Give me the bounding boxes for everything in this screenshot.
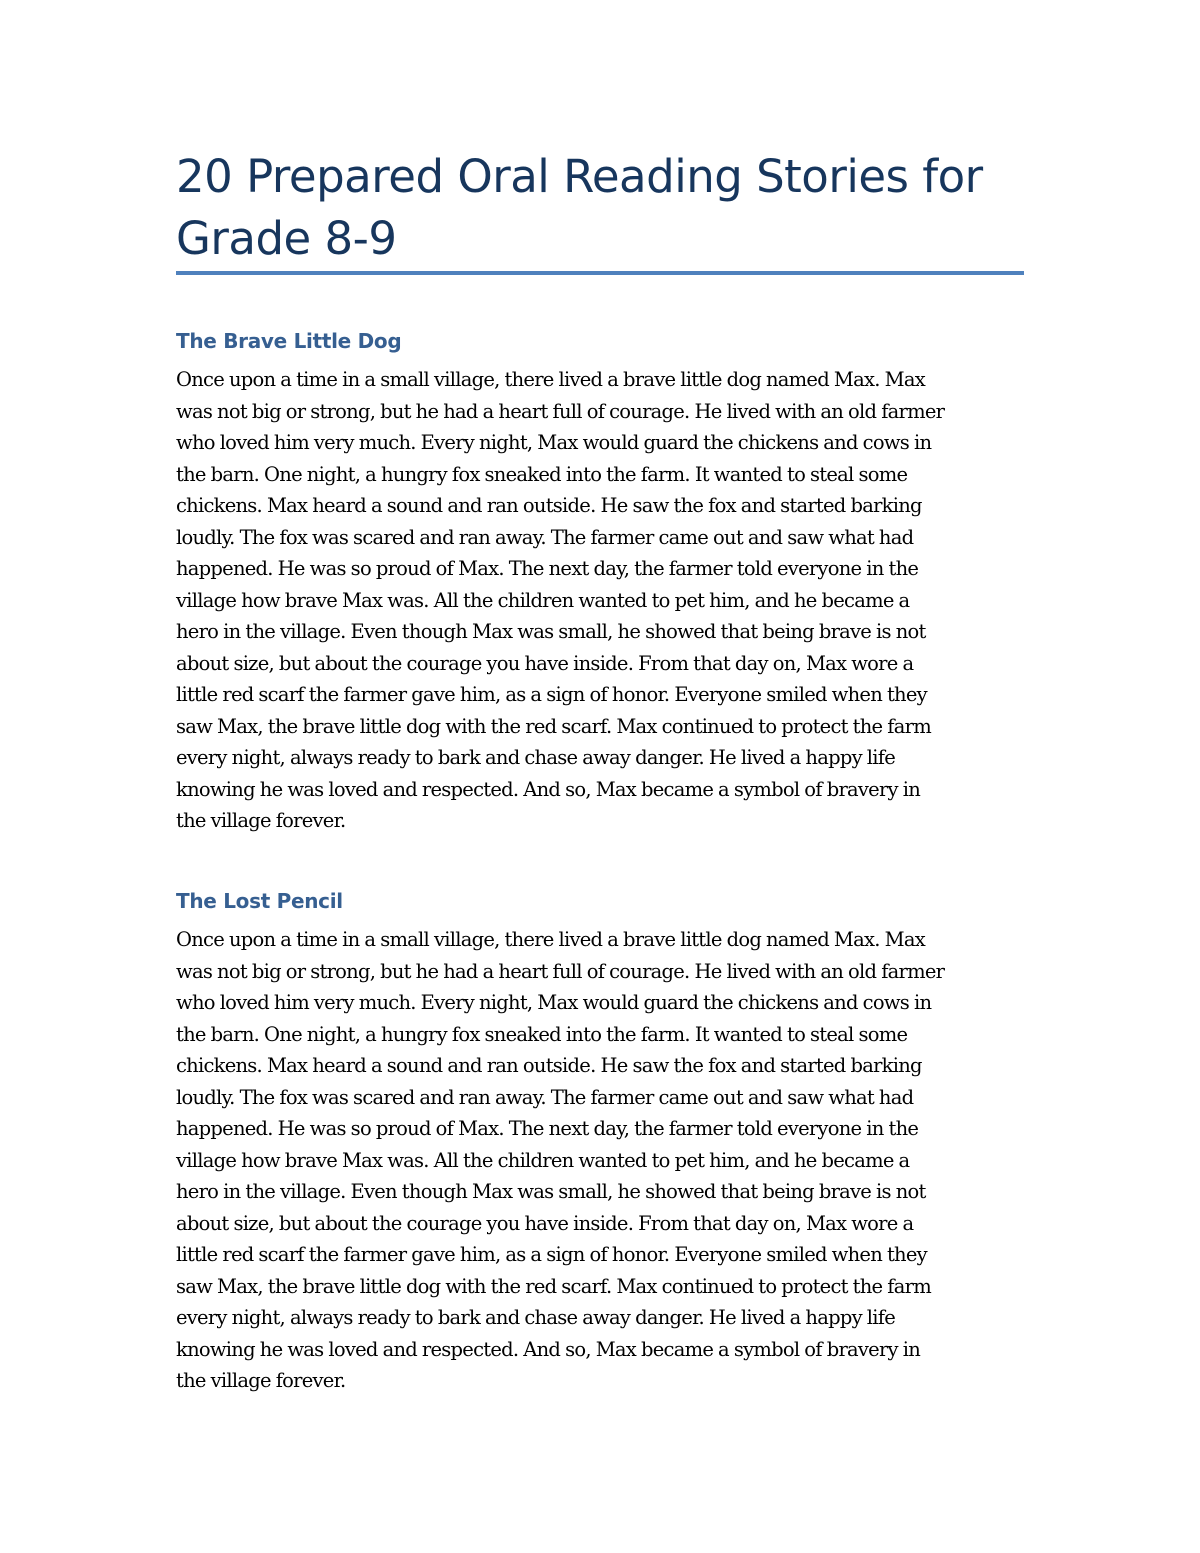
story-heading: The Lost Pencil [176, 889, 343, 913]
story-line: every night, always ready to bark and chase away danger. He lived a happy life [176, 1306, 896, 1329]
story-line: the barn. One night, a hungry fox sneaked into the farm. It wanted to steal some [176, 462, 908, 486]
story-body [176, 918, 1024, 1397]
story-line: hero in the village. Even though Max was small, he showed that being brave is not [176, 1180, 926, 1203]
story-body [176, 358, 1024, 837]
story-line: about size, but about the courage you have inside. From that day on, Max wore a [176, 1211, 914, 1235]
story-line: loudly. The fox was scared and ran away. The farmer came out and saw what had [176, 1085, 914, 1109]
story-line: knowing he was loved and respected. And so, Max became a symbol of bravery in [176, 777, 921, 801]
story-line: the village forever. [176, 809, 346, 832]
story-line: village how brave Max was. All the children wanted to pet him, and he became a [176, 588, 910, 612]
story-line: was not big or strong, but he had a heart full of courage. He lived with an old farmer [176, 959, 945, 983]
story-line: saw Max, the brave little dog with the red scarf. Max continued to protect the farm [176, 714, 931, 738]
story-line: little red scarf the farmer gave him, as a sign of honor. Everyone smiled when they [176, 1243, 927, 1266]
document-title-line-1: 20 Prepared Oral Reading Stories for [176, 150, 983, 203]
story-line: who loved him very much. Every night, Max would guard the chickens and cows in [176, 991, 932, 1014]
story-line: happened. He was so proud of Max. The next day, the farmer told everyone in the [176, 1117, 919, 1140]
story-line: chickens. Max heard a sound and ran outside. He saw the fox and started barking [176, 1054, 922, 1077]
story-lost-pencil [176, 886, 1024, 1397]
story-line: about size, but about the courage you have inside. From that day on, Max wore a [176, 651, 914, 675]
title-underline-rule [176, 271, 1024, 275]
story-line: who loved him very much. Every night, Max would guard the chickens and cows in [176, 431, 932, 454]
story-line: knowing he was loved and respected. And so, Max became a symbol of bravery in [176, 1337, 921, 1361]
story-line: Once upon a time in a small village, there lived a brave little dog named Max. Max [176, 928, 925, 951]
story-heading: The Brave Little Dog [176, 329, 402, 353]
document-title-line-2: Grade 8-9 [176, 212, 397, 265]
story-line: loudly. The fox was scared and ran away. The farmer came out and saw what had [176, 525, 914, 549]
story-line: little red scarf the farmer gave him, as a sign of honor. Everyone smiled when they [176, 683, 927, 706]
story-line: hero in the village. Even though Max was small, he showed that being brave is not [176, 620, 926, 643]
story-line: chickens. Max heard a sound and ran outside. He saw the fox and started barking [176, 494, 922, 517]
story-line: happened. He was so proud of Max. The next day, the farmer told everyone in the [176, 557, 919, 580]
story-line: was not big or strong, but he had a heart full of courage. He lived with an old farmer [176, 399, 945, 423]
story-line: the village forever. [176, 1369, 346, 1392]
story-line: Once upon a time in a small village, there lived a brave little dog named Max. Max [176, 368, 925, 391]
document-title [176, 146, 1024, 270]
story-line: saw Max, the brave little dog with the red scarf. Max continued to protect the farm [176, 1274, 931, 1298]
story-brave-little-dog [176, 326, 1024, 837]
story-line: every night, always ready to bark and chase away danger. He lived a happy life [176, 746, 896, 769]
story-line: village how brave Max was. All the children wanted to pet him, and he became a [176, 1148, 910, 1172]
story-line: the barn. One night, a hungry fox sneaked into the farm. It wanted to steal some [176, 1022, 908, 1046]
